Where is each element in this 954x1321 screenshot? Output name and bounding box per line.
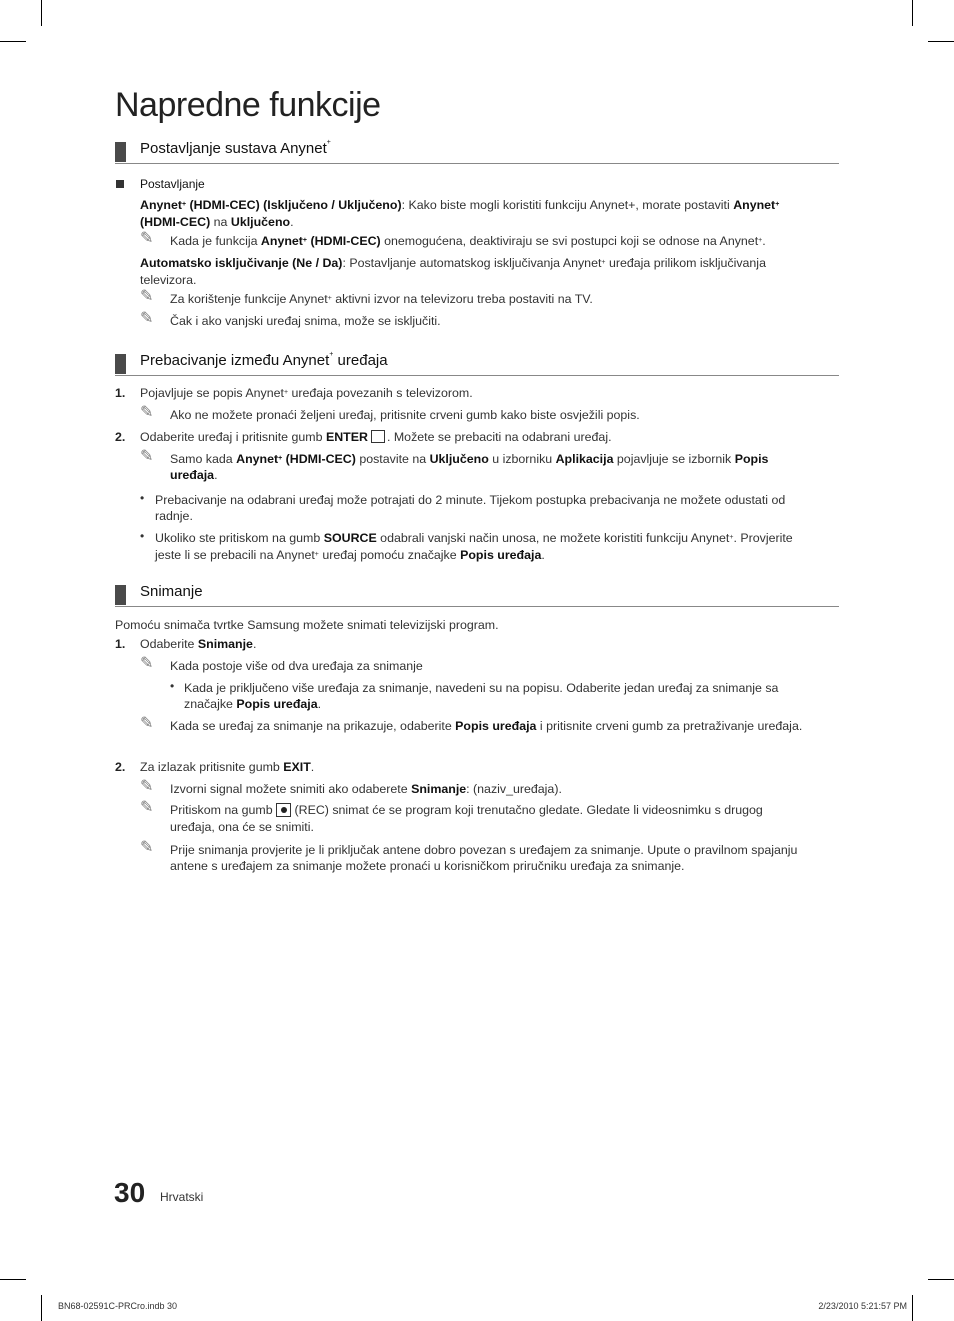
paragraph-line: Anynet+ (HDMI-CEC) (Isključeno / Uključeno): Kako biste mogli koristiti funkciju Anynet+, morate postaviti Anynet+: [140, 198, 780, 212]
crop-mark: [0, 41, 26, 42]
bullet-text: jeste li se prebacili na Anynet+ uređaj pomoću značajke Popis uređaja.: [155, 548, 545, 562]
step-text: Za izlazak pritisnite gumb EXIT.: [140, 760, 315, 774]
bullet-text: Prebacivanje na odabrani uređaj može potrajati do 2 minute. Tijekom postupka prebacivanja ne možete odustati od: [155, 493, 786, 507]
crop-mark: [41, 1295, 42, 1321]
bullet-text: Kada je priključeno više uređaja za snimanje, navedeni su na popisu. Odaberite jedan uređaj za snimanje sa: [184, 681, 779, 695]
note-text: uređaja.: [170, 468, 218, 482]
note-text: Pritiskom na gumb (REC) snimat će se program koji trenutačno gledate. Gledate li videosnimku s drugog: [170, 803, 763, 817]
page-number: 30: [114, 1177, 146, 1208]
section-bar-icon: [115, 354, 126, 374]
paragraph-line: Automatsko isključivanje (Ne / Da): Postavljanje automatskog isključivanja Anynet+ uređaja prilikom isključivanja: [140, 256, 766, 270]
note-text: uređaja, ona će se snimiti.: [170, 820, 314, 834]
pencil-note-icon: ✎: [140, 655, 154, 672]
pencil-note-icon: ✎: [140, 799, 154, 816]
enter-button-icon: [371, 430, 385, 443]
note-text: Čak i ako vanjski uređaj snima, može se isključiti.: [170, 314, 441, 328]
crop-mark: [912, 1295, 913, 1321]
bullet-text: radnje.: [155, 509, 193, 523]
step-number: 1.: [115, 637, 126, 651]
step-text: Odaberite uređaj i pritisnite gumb ENTER . Možete se prebaciti na odabrani uređaj.: [140, 430, 612, 444]
crop-mark: [41, 0, 42, 26]
pencil-note-icon: ✎: [140, 230, 154, 247]
note-text: Ako ne možete pronaći željeni uređaj, pritisnite crveni gumb kako biste osvježili popis.: [170, 408, 640, 422]
step-text: Pojavljuje se popis Anynet+ uređaja povezanih s televizorom.: [140, 386, 473, 400]
note-text: Kada je funkcija Anynet+ (HDMI-CEC) onemogućena, deaktiviraju se svi postupci koji se odnose na Anynet+.: [170, 234, 766, 248]
note-text: Samo kada Anynet+ (HDMI-CEC) postavite na Uključeno u izborniku Aplikacija pojavljuje se izbornik Popis: [170, 452, 769, 466]
paragraph-line: televizora.: [140, 273, 197, 287]
step-number: 1.: [115, 386, 126, 400]
pencil-note-icon: ✎: [140, 404, 154, 421]
section-header-recording: [115, 582, 839, 607]
pencil-note-icon: ✎: [140, 715, 154, 732]
bullet-icon: •: [140, 491, 145, 505]
pencil-note-icon: ✎: [140, 778, 154, 795]
section-bar-icon: [115, 142, 126, 162]
square-bullet-icon: [116, 180, 124, 188]
bullet-icon: •: [140, 529, 145, 543]
page-title: Napredne funkcije: [115, 86, 381, 124]
pencil-note-icon: ✎: [140, 310, 154, 327]
step-number: 2.: [115, 760, 126, 774]
section-bar-icon: [115, 585, 126, 605]
rec-button-icon: [276, 803, 291, 817]
section-header-anynet-setup: [115, 139, 839, 164]
section-title: Postavljanje sustava Anynet+: [140, 139, 331, 157]
pencil-note-icon: ✎: [140, 288, 154, 305]
bullet-text: Ukoliko ste pritiskom na gumb SOURCE odabrali vanjski način unosa, ne možete koristiti funkciju Anynet+. Provjerite: [155, 531, 793, 545]
step-number: 2.: [115, 430, 126, 444]
note-text: antene s uređajem za snimanje možete pronaći u korisničkom priručniku uređaja za snimanje.: [170, 859, 685, 873]
bullet-text: značajke Popis uređaja.: [184, 697, 322, 711]
note-text: Prije snimanja provjerite je li priključak antene dobro povezan s uređajem za snimanje. Upute o pravilnom spajanju: [170, 843, 798, 857]
section-title: Prebacivanje između Anynet+ uređaja: [140, 351, 388, 369]
note-text: Kada postoje više od dva uređaja za snimanje: [170, 659, 423, 673]
section-header-anynet-switching: [115, 351, 839, 376]
subsection-title: Postavljanje: [140, 177, 205, 191]
crop-mark: [928, 1279, 954, 1280]
section-title: Snimanje: [140, 583, 203, 600]
step-text: Odaberite Snimanje.: [140, 637, 257, 651]
print-file-info: BN68-02591C-PRCro.indb 30: [58, 1301, 178, 1311]
bullet-icon: •: [170, 679, 175, 693]
crop-mark: [912, 0, 913, 26]
print-timestamp: 2/23/2010 5:21:57 PM: [818, 1301, 907, 1311]
note-text: Izvorni signal možete snimiti ako odaberete Snimanje: (naziv_uređaja).: [170, 782, 562, 796]
crop-mark: [928, 41, 954, 42]
pencil-note-icon: ✎: [140, 448, 154, 465]
crop-mark: [0, 1279, 26, 1280]
note-text: Za korištenje funkcije Anynet+ aktivni izvor na televizoru treba postaviti na TV.: [170, 292, 593, 306]
paragraph-line: (HDMI-CEC) na Uključeno.: [140, 215, 294, 229]
pencil-note-icon: ✎: [140, 839, 154, 856]
language-label: Hrvatski: [160, 1190, 204, 1204]
intro-text: Pomoću snimača tvrtke Samsung možete snimati televizijski program.: [115, 618, 499, 632]
note-text: Kada se uređaj za snimanje na prikazuje, odaberite Popis uređaja i pritisnite crveni gumb za pretraživanje uređaja.: [170, 719, 803, 733]
